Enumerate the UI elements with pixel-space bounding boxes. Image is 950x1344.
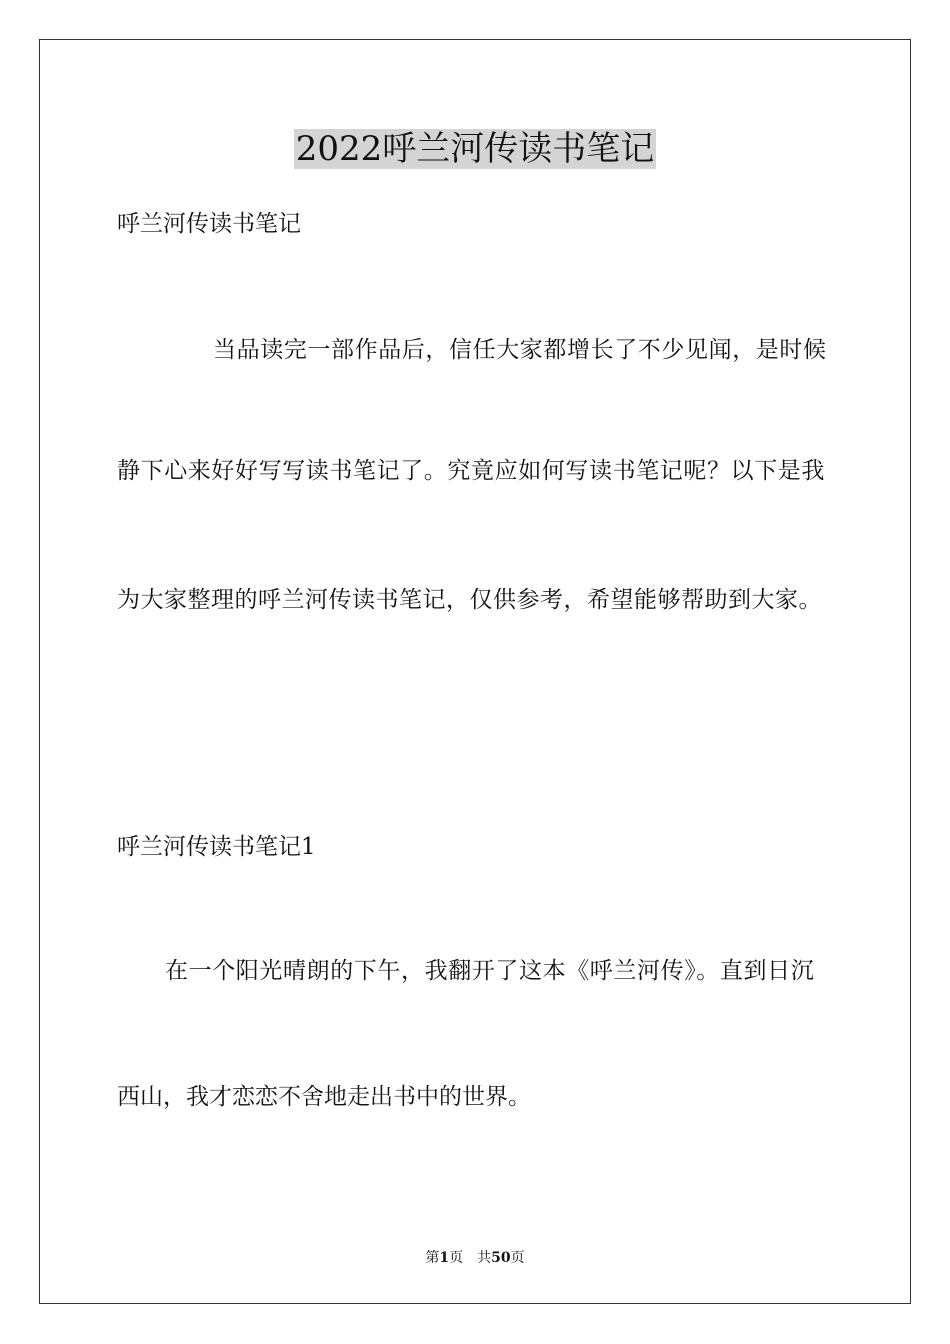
body-paragraph-line-1: 在一个阳光晴朗的下午，我翻开了这本《呼兰河传》。直到日沉 <box>165 958 815 984</box>
page-footer <box>0 1248 950 1268</box>
footer-page-number: 1 <box>439 1250 450 1266</box>
document-title-text: 2022呼兰河传读书笔记 <box>295 129 655 169</box>
footer-total-suffix: 页 <box>510 1250 525 1266</box>
footer-total-prefix: 共 <box>477 1250 492 1266</box>
footer-total-pages: 50 <box>491 1250 511 1266</box>
footer-page-suffix: 页 <box>449 1250 464 1266</box>
section-heading: 呼兰河传读书笔记1 <box>117 834 316 860</box>
footer-page-prefix: 第 <box>425 1250 440 1266</box>
intro-paragraph-line-3: 为大家整理的呼兰河传读书笔记，仅供参考，希望能够帮助到大家。 <box>117 587 822 613</box>
intro-paragraph-line-1: 当品读完一部作品后，信任大家都增长了不少见闻，是时候 <box>213 337 827 363</box>
document-title <box>0 124 950 174</box>
body-paragraph-line-2: 西山，我才恋恋不舍地走出书中的世界。 <box>117 1084 531 1110</box>
document-subtitle: 呼兰河传读书笔记 <box>117 211 301 237</box>
intro-paragraph-line-2: 静下心来好好写写读书笔记了。究竟应如何写读书笔记呢？以下是我 <box>117 458 825 484</box>
